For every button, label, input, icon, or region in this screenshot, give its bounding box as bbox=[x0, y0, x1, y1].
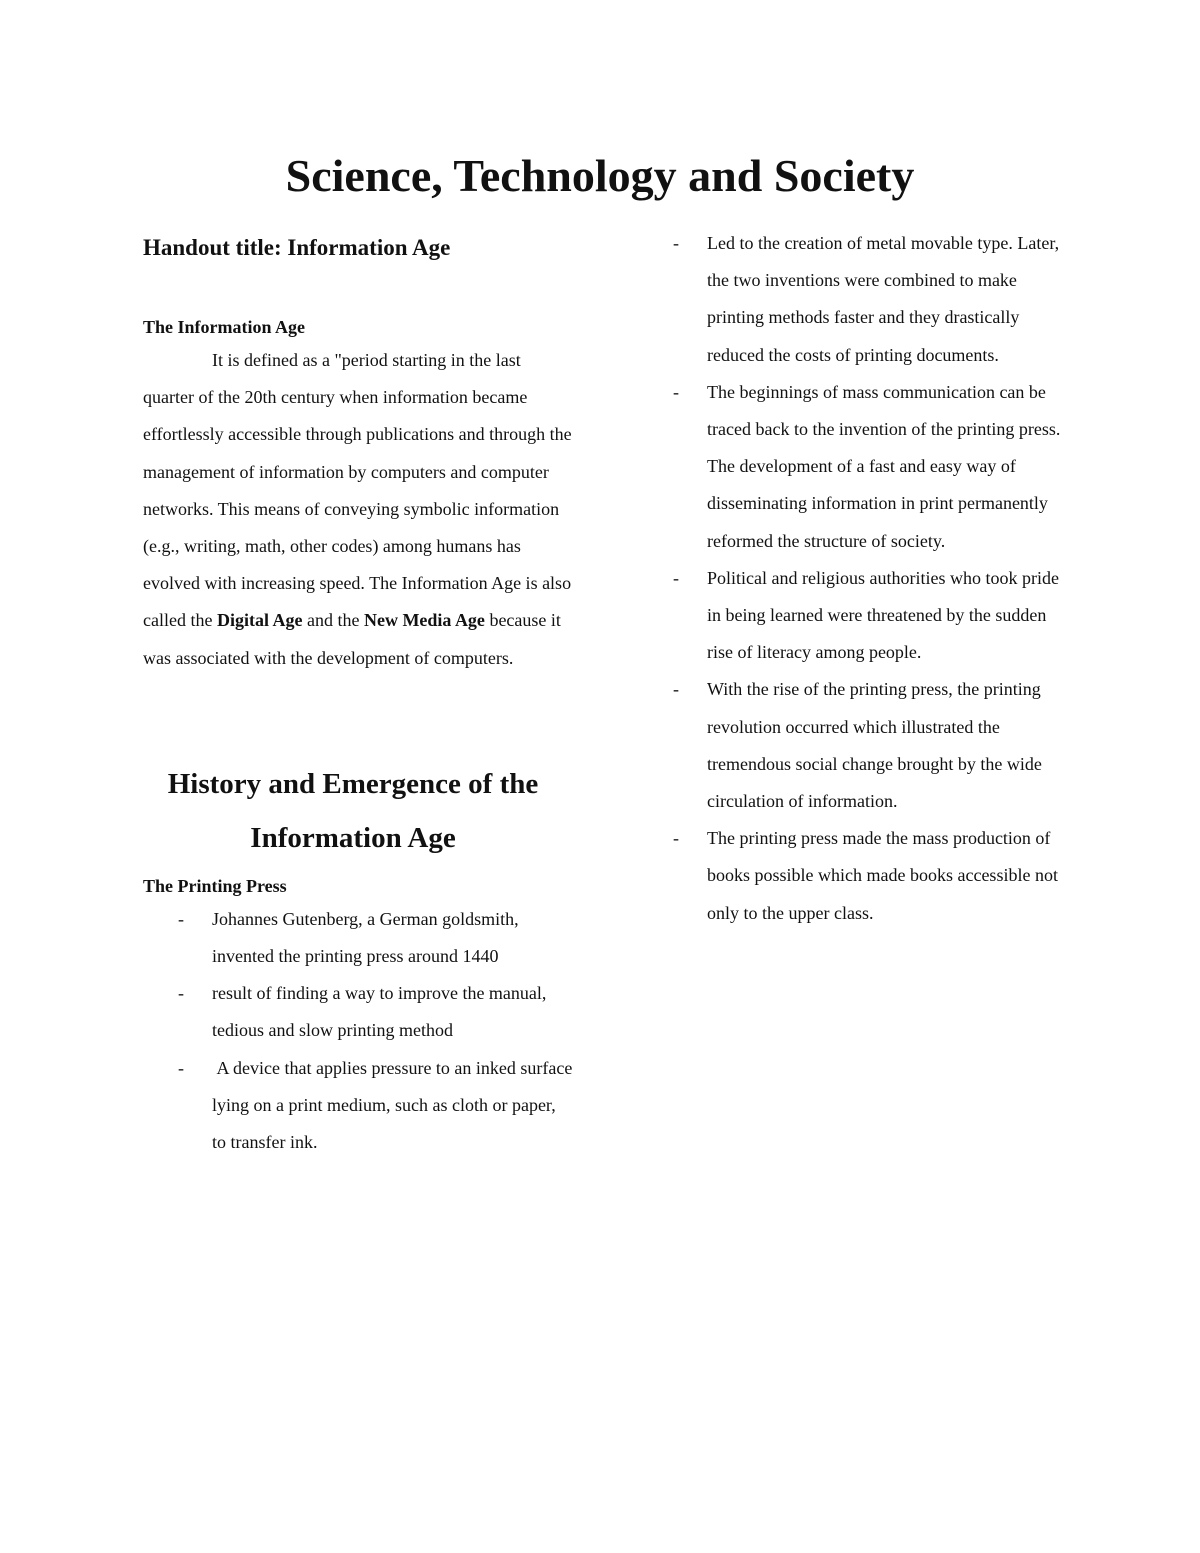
list-item-text: A device that applies pressure to an inked surface lying on a print medium, such as cloth or paper, to transfer ink. bbox=[212, 1057, 577, 1153]
information-age-heading: The Information Age bbox=[143, 317, 305, 337]
list-item-text: Political and religious authorities who took pride in being learned were threatened by the sudden rise of literacy among people. bbox=[707, 567, 1059, 663]
paragraph-text: and the bbox=[302, 610, 364, 631]
list-item bbox=[143, 975, 573, 1049]
list-item bbox=[673, 225, 1073, 374]
list-item bbox=[143, 901, 573, 975]
dash-bullet: - bbox=[178, 983, 184, 1004]
dash-bullet: - bbox=[178, 908, 184, 929]
list-item-text: Led to the creation of metal movable type. Later, the two inventions were combined to make printing methods faster and they drastically reduced the costs of printing documents. bbox=[707, 233, 1060, 365]
information-age-paragraph bbox=[143, 342, 573, 677]
dash-bullet: - bbox=[673, 233, 679, 253]
list-item bbox=[673, 560, 1073, 672]
paragraph-text: It is defined as a "period starting in the last quarter of the 20th century when information became effortlessly accessible through publications and through the management of information by computers and computer networks. This means of conveying symbolic information (e.g., writing, math, other codes) among humans has evolved with increasing speed. The Information Age is also called the bbox=[143, 350, 572, 631]
digital-age-term: Digital Age bbox=[216, 610, 303, 631]
list-item bbox=[673, 374, 1073, 560]
new-media-age-term: New Media Age bbox=[363, 610, 485, 631]
printing-press-list-left bbox=[143, 901, 577, 1161]
dash-bullet: - bbox=[673, 828, 679, 849]
list-item-text: With the rise of the printing press, the printing revolution occurred which illustrated the tremendous social change brought by the wide circulation of information. bbox=[707, 679, 1042, 812]
dash-bullet: - bbox=[673, 679, 679, 700]
right-column bbox=[673, 225, 1073, 932]
history-heading: History and Emergence of the Information Age bbox=[167, 767, 539, 854]
list-item-text: The beginnings of mass communication can be traced back to the invention of the printing press. The development of a fast and easy way of disseminating information in print permanently reformed the structure of society. bbox=[707, 381, 1061, 551]
dash-bullet: - bbox=[673, 381, 679, 402]
left-column bbox=[143, 230, 577, 1161]
list-item-text: result of finding a way to improve the manual, tedious and slow printing method bbox=[212, 983, 547, 1041]
dash-bullet: - bbox=[673, 567, 679, 588]
printing-press-list-right bbox=[673, 225, 1073, 932]
dash-bullet: - bbox=[178, 1057, 184, 1078]
list-item bbox=[673, 820, 1073, 932]
printing-press-heading: The Printing Press bbox=[143, 875, 287, 896]
list-item-text: The printing press made the mass production of books possible which made books accessible not only to the upper class. bbox=[707, 828, 1058, 923]
document-title: Science, Technology and Society bbox=[285, 150, 915, 201]
list-item-text: Johannes Gutenberg, a German goldsmith, invented the printing press around 1440 bbox=[212, 908, 519, 967]
list-item bbox=[673, 671, 1073, 820]
handout-title: Handout title: Information Age bbox=[143, 235, 451, 260]
list-item bbox=[143, 1050, 577, 1162]
paragraph-text: because it was associated with the development of computers. bbox=[143, 610, 561, 668]
